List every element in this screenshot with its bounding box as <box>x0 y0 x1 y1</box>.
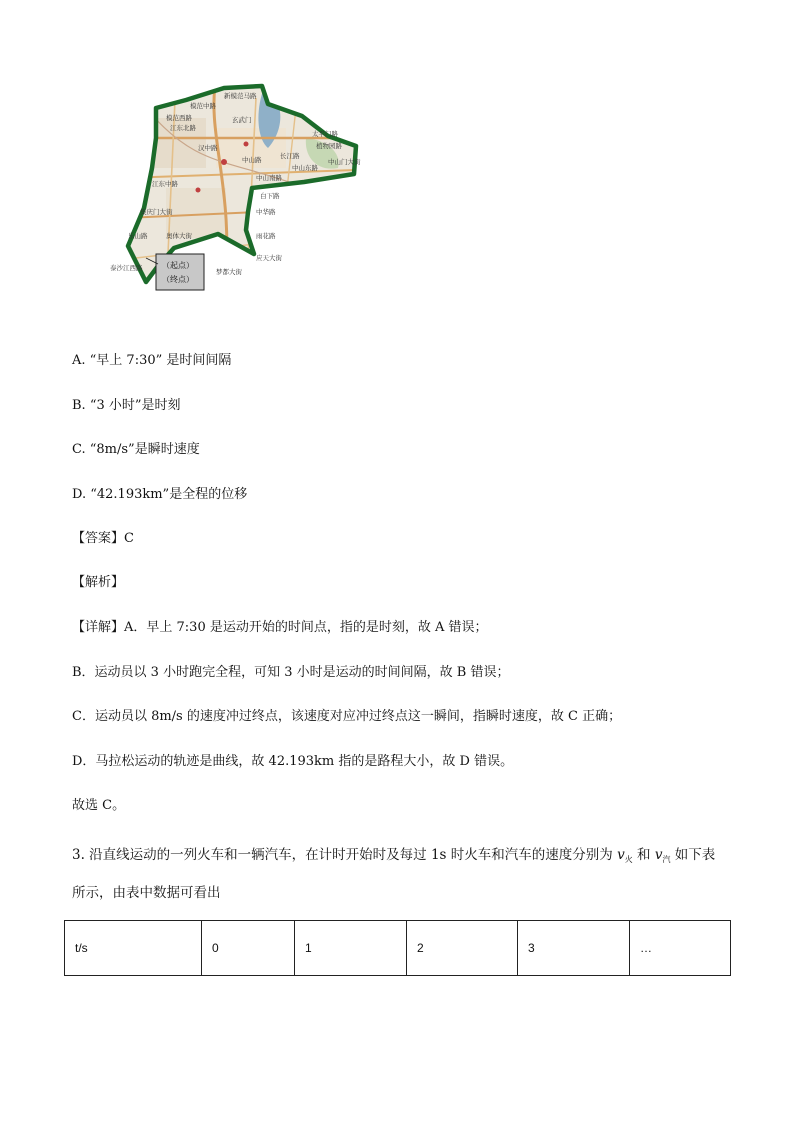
question-3-text-after: 如下表 <box>674 847 716 863</box>
road-label: 泰沙江西路 <box>110 264 143 272</box>
road-label: 梦都大街 <box>216 268 242 276</box>
road-label: 玄武门 <box>232 116 252 124</box>
table-cell: 3 <box>518 921 630 976</box>
option-b: B. “3 小时”是时刻 <box>72 398 181 413</box>
question-3-line-2: 所示，由表中数据可看出 <box>72 885 221 901</box>
velocity-car: $v_汽$ <box>654 847 671 864</box>
marathon-route-map <box>106 78 368 298</box>
road-label: 中山门大街 <box>328 158 361 166</box>
table-cell: … <box>630 921 731 976</box>
start-label: （起点） <box>162 261 194 270</box>
question-3-text: 3. 沿直线运动的一列火车和一辆汽车，在计时开始时及每过 1s 时火车和汽车的速度分别为 <box>72 847 613 863</box>
table-row <box>65 921 731 976</box>
option-a: A. “早上 7:30” 是时间间隔 <box>72 353 232 368</box>
road-label: 新模范马路 <box>224 92 257 100</box>
detail-a: 【详解】A．早上 7:30 是运动开始的时间点，指的是时刻，故 A 错误； <box>72 620 488 635</box>
road-label: 江东北路 <box>170 124 196 132</box>
data-table <box>64 920 731 976</box>
road-label: 模范西路 <box>166 114 192 122</box>
detail-c: C．运动员以 8m/s 的速度冲过终点，该速度对应冲过终点这一瞬间，指瞬时速度，故 C 正确； <box>72 709 622 724</box>
road-label: 乐山路 <box>128 232 148 240</box>
option-c: C. “8m/s”是瞬时速度 <box>72 442 200 457</box>
road-label: 中山路 <box>242 156 262 164</box>
road-label: 集庆门大街 <box>140 208 173 216</box>
road-label: 中山南路 <box>256 174 282 182</box>
answer: 【答案】C <box>72 531 134 546</box>
road-label: 模范中路 <box>190 102 216 110</box>
table-cell: 2 <box>407 921 518 976</box>
road-label: 中华路 <box>256 208 276 216</box>
road-label: 植物园路 <box>316 142 342 150</box>
road-label: 江东中路 <box>152 180 178 188</box>
start-end-marker <box>156 254 204 290</box>
road-label: 中山东路 <box>292 164 318 172</box>
road-label: 雨花路 <box>256 232 276 240</box>
road-label: 长江路 <box>280 152 300 160</box>
table-cell: 0 <box>202 921 295 976</box>
road-label: 应天大街 <box>256 254 282 262</box>
question-3-line-1 <box>72 846 732 869</box>
road-label: 白下路 <box>260 192 280 200</box>
option-d: D. “42.193km”是全程的位移 <box>72 487 248 502</box>
connector: 和 <box>637 847 651 863</box>
road-label: 奥体大街 <box>166 232 192 240</box>
velocity-train: $v_火$ <box>617 847 633 864</box>
analysis-heading: 【解析】 <box>72 575 125 590</box>
conclusion: 故选 C。 <box>72 798 126 813</box>
table-cell: 1 <box>295 921 407 976</box>
road-label: 太平门路 <box>312 130 338 138</box>
detail-d: D．马拉松运动的轨迹是曲线，故 42.193km 指的是路程大小，故 D 错误。 <box>72 754 514 769</box>
road-label: 汉中路 <box>198 144 218 152</box>
table-cell: t/s <box>65 921 202 976</box>
detail-b: B．运动员以 3 小时跑完全程，可知 3 小时是运动的时间间隔，故 B 错误； <box>72 665 510 680</box>
end-label: （终点） <box>162 275 194 284</box>
